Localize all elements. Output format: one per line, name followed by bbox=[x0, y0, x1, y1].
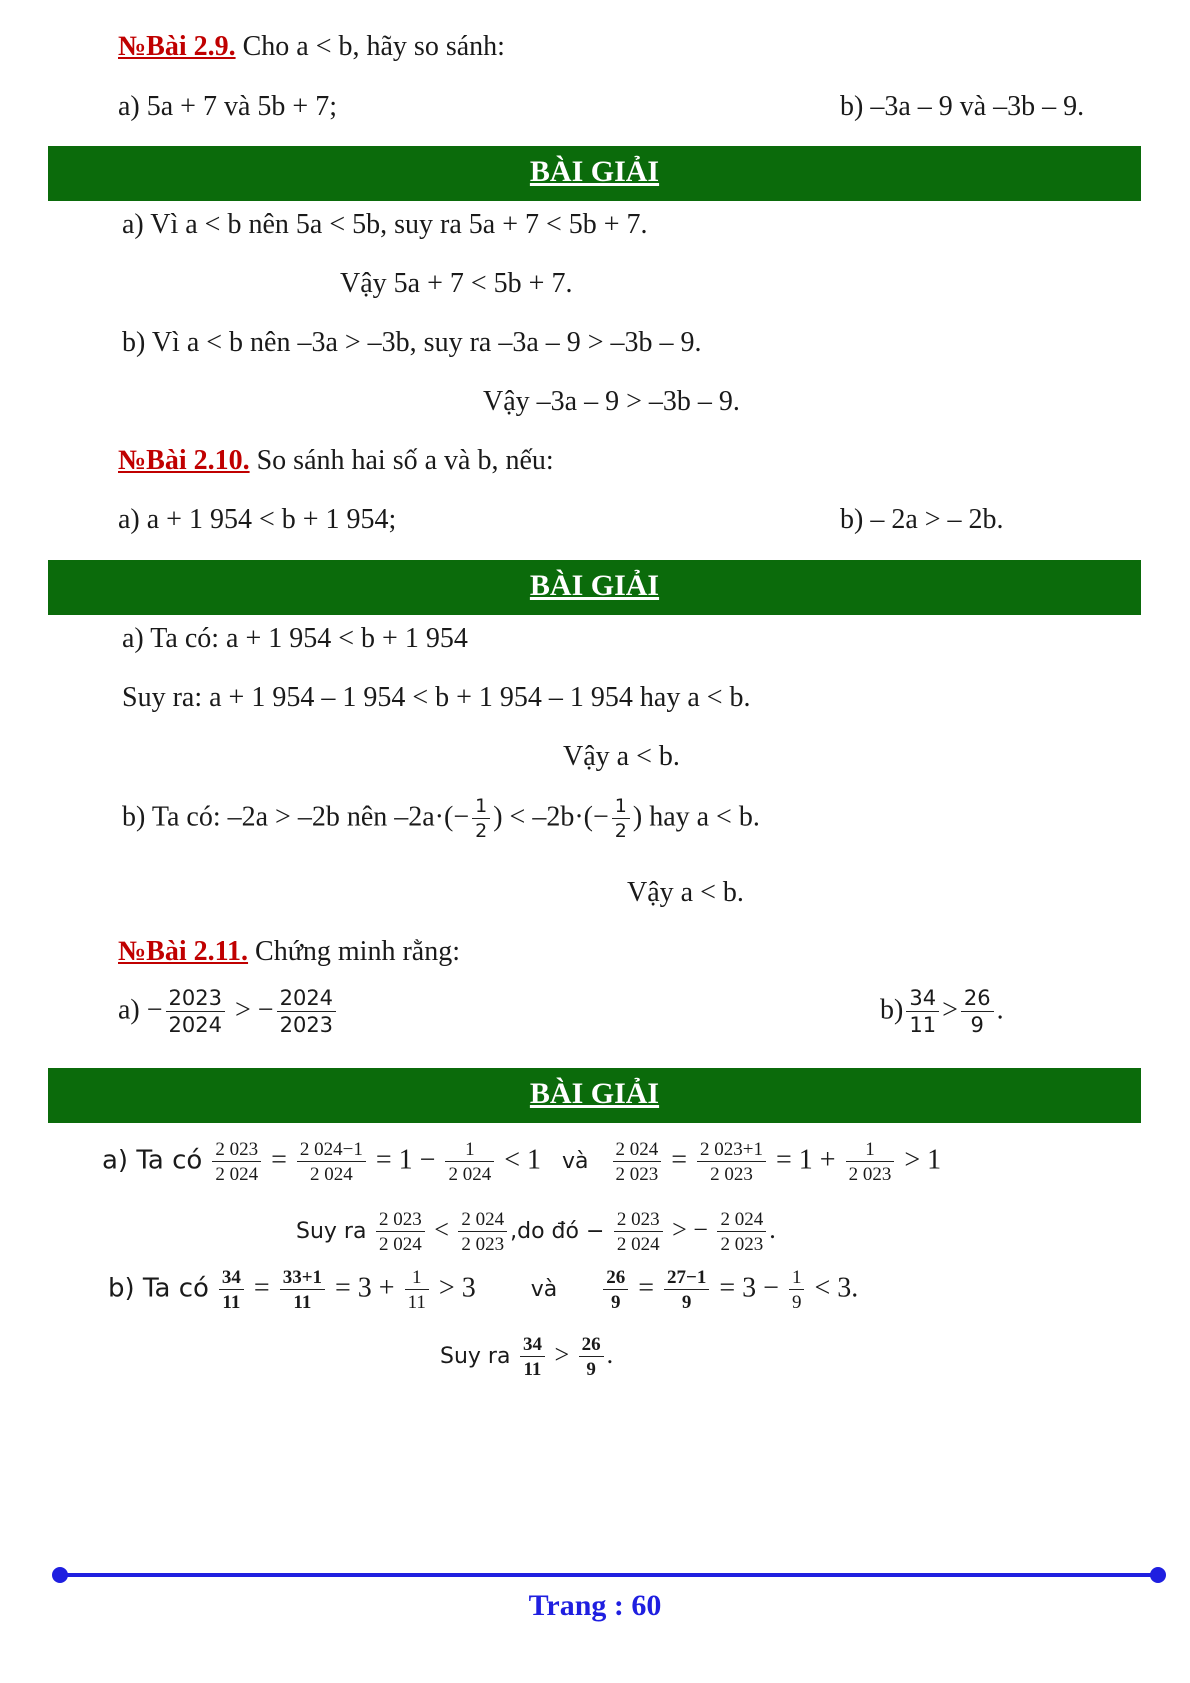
solution-line: a) Vì a < b nên 5a < 5b, suy ra 5a + 7 < 5b + 7. bbox=[122, 209, 648, 240]
text-segment: = bbox=[638, 1272, 655, 1304]
text-segment: = bbox=[253, 1272, 270, 1304]
denominator: 9 bbox=[610, 1292, 621, 1313]
numerator: 2 023+1 bbox=[697, 1140, 766, 1162]
problem-2-11-part-b bbox=[880, 988, 1004, 1036]
solution-line: b) Vì a < b nên –3a > –3b, suy ra –3a – 9 > –3b – 9. bbox=[122, 327, 702, 358]
solution-banner bbox=[48, 560, 1141, 615]
numerator: 1 bbox=[846, 1140, 895, 1162]
denominator: 11 bbox=[523, 1359, 542, 1380]
numerator: 2024 bbox=[277, 988, 336, 1012]
denominator: 2 023 bbox=[710, 1164, 753, 1185]
numerator: 26 bbox=[579, 1335, 604, 1357]
text-segment: > bbox=[942, 994, 958, 1026]
text-segment: = bbox=[671, 1144, 688, 1176]
solution-a-line-1 bbox=[102, 1140, 941, 1184]
text-segment: < 1 bbox=[504, 1144, 541, 1176]
text-segment: . bbox=[996, 994, 1004, 1026]
text-segment: > 3 bbox=[438, 1272, 476, 1304]
text-segment: a) Ta có bbox=[102, 1145, 203, 1176]
denominator: 9 bbox=[970, 1013, 984, 1037]
fraction bbox=[603, 1268, 628, 1312]
text-segment: . bbox=[769, 1214, 776, 1244]
problem-2-9-part-b: b) –3a – 9 và –3b – 9. bbox=[840, 91, 1085, 122]
solution-line: Vậy a < b. bbox=[563, 741, 680, 772]
numerator: 2 024−1 bbox=[297, 1140, 366, 1162]
denominator: 2024 bbox=[168, 1013, 222, 1037]
numerator: 2 023 bbox=[212, 1140, 261, 1162]
fraction bbox=[614, 1210, 663, 1254]
numerator: 1 bbox=[612, 797, 630, 819]
fraction bbox=[906, 988, 939, 1036]
text-segment: > − bbox=[672, 1214, 708, 1244]
text-segment: < 3. bbox=[814, 1272, 859, 1304]
numerator: 34 bbox=[520, 1335, 545, 1357]
fraction bbox=[613, 1140, 662, 1184]
fraction-one-half bbox=[472, 797, 490, 841]
fraction bbox=[376, 1210, 425, 1254]
problem-2-9-part-a: a) 5a + 7 và 5b + 7; bbox=[118, 91, 337, 122]
numerator: 2 023 bbox=[614, 1210, 663, 1232]
text-segment: ,do đó − bbox=[510, 1218, 605, 1244]
numerator: 2 024 bbox=[613, 1140, 662, 1162]
problem-2-11-part-a bbox=[118, 988, 339, 1036]
text-segment: > 1 bbox=[904, 1144, 942, 1176]
text-segment: b) bbox=[880, 994, 904, 1026]
denominator: 11 bbox=[293, 1292, 312, 1313]
fraction bbox=[405, 1268, 429, 1312]
numerator: 2 023 bbox=[376, 1210, 425, 1232]
text-segment: = 1 + bbox=[776, 1144, 836, 1176]
footer-divider bbox=[60, 1573, 1158, 1577]
denominator: 9 bbox=[681, 1292, 692, 1313]
fraction bbox=[277, 988, 336, 1036]
numerator: 33+1 bbox=[280, 1268, 325, 1290]
denominator: 11 bbox=[407, 1292, 426, 1313]
fraction bbox=[520, 1335, 545, 1379]
denominator: 2023 bbox=[279, 1013, 334, 1037]
text-segment: Suy ra bbox=[440, 1343, 511, 1369]
numerator: 1 bbox=[445, 1140, 494, 1162]
solution-title: BÀI GIẢI bbox=[529, 155, 660, 188]
problem-2-11-heading bbox=[118, 935, 460, 969]
denominator: 2 023 bbox=[720, 1234, 764, 1255]
numerator: 34 bbox=[906, 988, 939, 1012]
solution-line: Vậy a < b. bbox=[627, 877, 744, 908]
text-segment: ) hay a < b. bbox=[632, 801, 760, 833]
text-segment: và bbox=[561, 1149, 589, 1175]
text-segment: b) Ta có: –2a > –2b nên –2a·(− bbox=[122, 801, 470, 833]
solution-b-line-2 bbox=[440, 1335, 613, 1379]
fraction bbox=[166, 988, 225, 1036]
denominator: 2 bbox=[614, 820, 627, 842]
text-segment: ) < –2b·(− bbox=[493, 801, 609, 833]
solution-line: a) Ta có: a + 1 954 < b + 1 954 bbox=[122, 623, 468, 654]
problem-label: №Bài 2.11. bbox=[118, 936, 249, 967]
denominator: 2 023 bbox=[848, 1164, 892, 1185]
problem-2-10-part-a: a) a + 1 954 < b + 1 954; bbox=[118, 504, 397, 535]
solution-line-with-fractions bbox=[122, 797, 760, 841]
fraction bbox=[297, 1140, 366, 1184]
fraction bbox=[789, 1268, 805, 1312]
fraction bbox=[579, 1335, 604, 1379]
numerator: 26 bbox=[961, 988, 994, 1012]
solution-line: Suy ra: a + 1 954 – 1 954 < b + 1 954 – 1 954 hay a < b. bbox=[122, 682, 751, 713]
numerator: 1 bbox=[789, 1268, 805, 1290]
fraction bbox=[717, 1210, 766, 1254]
text-segment: > bbox=[554, 1339, 570, 1369]
problem-2-10-heading bbox=[118, 444, 554, 478]
problem-prompt: So sánh hai số a và b, nếu: bbox=[256, 445, 554, 476]
numerator: 2 024 bbox=[458, 1210, 507, 1232]
text-segment: a) − bbox=[118, 994, 163, 1026]
solution-line: Vậy –3a – 9 > –3b – 9. bbox=[483, 386, 740, 417]
fraction bbox=[219, 1268, 244, 1312]
denominator: 2 bbox=[475, 820, 488, 842]
problem-2-10-part-b: b) – 2a > – 2b. bbox=[840, 504, 1004, 535]
text-segment: = 3 + bbox=[335, 1272, 395, 1304]
text-segment: b) Ta có bbox=[108, 1273, 209, 1304]
denominator: 2 024 bbox=[309, 1164, 353, 1185]
fraction-one-half bbox=[612, 797, 630, 841]
fraction bbox=[961, 988, 994, 1036]
text-segment: = 1 − bbox=[375, 1144, 436, 1176]
page-number: Trang : 60 bbox=[528, 1589, 662, 1622]
numerator: 2 024 bbox=[717, 1210, 766, 1232]
denominator: 2 023 bbox=[461, 1234, 505, 1255]
denominator: 11 bbox=[222, 1292, 241, 1313]
text-segment: = bbox=[271, 1144, 287, 1176]
problem-prompt: Chứng minh rằng: bbox=[255, 936, 460, 967]
denominator: 2 024 bbox=[448, 1164, 492, 1185]
denominator: 2 024 bbox=[616, 1234, 660, 1255]
solution-banner bbox=[48, 1068, 1141, 1123]
solution-line: Vậy 5a + 7 < 5b + 7. bbox=[340, 268, 573, 299]
footer-line-end-dot bbox=[1150, 1567, 1166, 1583]
problem-2-9-heading bbox=[118, 30, 505, 64]
denominator: 2 024 bbox=[215, 1164, 259, 1185]
numerator: 27−1 bbox=[664, 1268, 709, 1290]
fraction bbox=[458, 1210, 507, 1254]
denominator: 11 bbox=[909, 1013, 937, 1037]
problem-prompt: Cho a < b, hãy so sánh: bbox=[242, 31, 505, 62]
fraction bbox=[445, 1140, 494, 1184]
denominator: 2 024 bbox=[378, 1234, 422, 1255]
text-segment: = 3 − bbox=[719, 1272, 779, 1304]
fraction bbox=[846, 1140, 895, 1184]
text-segment: . bbox=[606, 1339, 614, 1369]
numerator: 1 bbox=[405, 1268, 429, 1290]
problem-label: №Bài 2.9. bbox=[118, 31, 236, 62]
fraction bbox=[664, 1268, 709, 1312]
text-segment: và bbox=[530, 1277, 558, 1303]
denominator: 2 023 bbox=[615, 1164, 659, 1185]
denominator: 9 bbox=[791, 1292, 802, 1313]
numerator: 26 bbox=[603, 1268, 628, 1290]
numerator: 2023 bbox=[166, 988, 225, 1012]
denominator: 9 bbox=[586, 1359, 596, 1380]
fraction bbox=[212, 1140, 261, 1184]
text-segment: Suy ra bbox=[296, 1218, 367, 1244]
solution-title: BÀI GIẢI bbox=[529, 1077, 660, 1110]
problem-label: №Bài 2.10. bbox=[118, 445, 250, 476]
numerator: 1 bbox=[472, 797, 490, 819]
solution-banner bbox=[48, 146, 1141, 201]
text-segment: < bbox=[434, 1214, 449, 1244]
solution-a-line-2 bbox=[296, 1210, 776, 1254]
solution-title: BÀI GIẢI bbox=[529, 569, 660, 602]
fraction bbox=[697, 1140, 766, 1184]
text-segment: > − bbox=[228, 994, 274, 1026]
fraction bbox=[280, 1268, 325, 1312]
numerator: 34 bbox=[219, 1268, 244, 1290]
solution-b-line-1 bbox=[108, 1268, 858, 1312]
